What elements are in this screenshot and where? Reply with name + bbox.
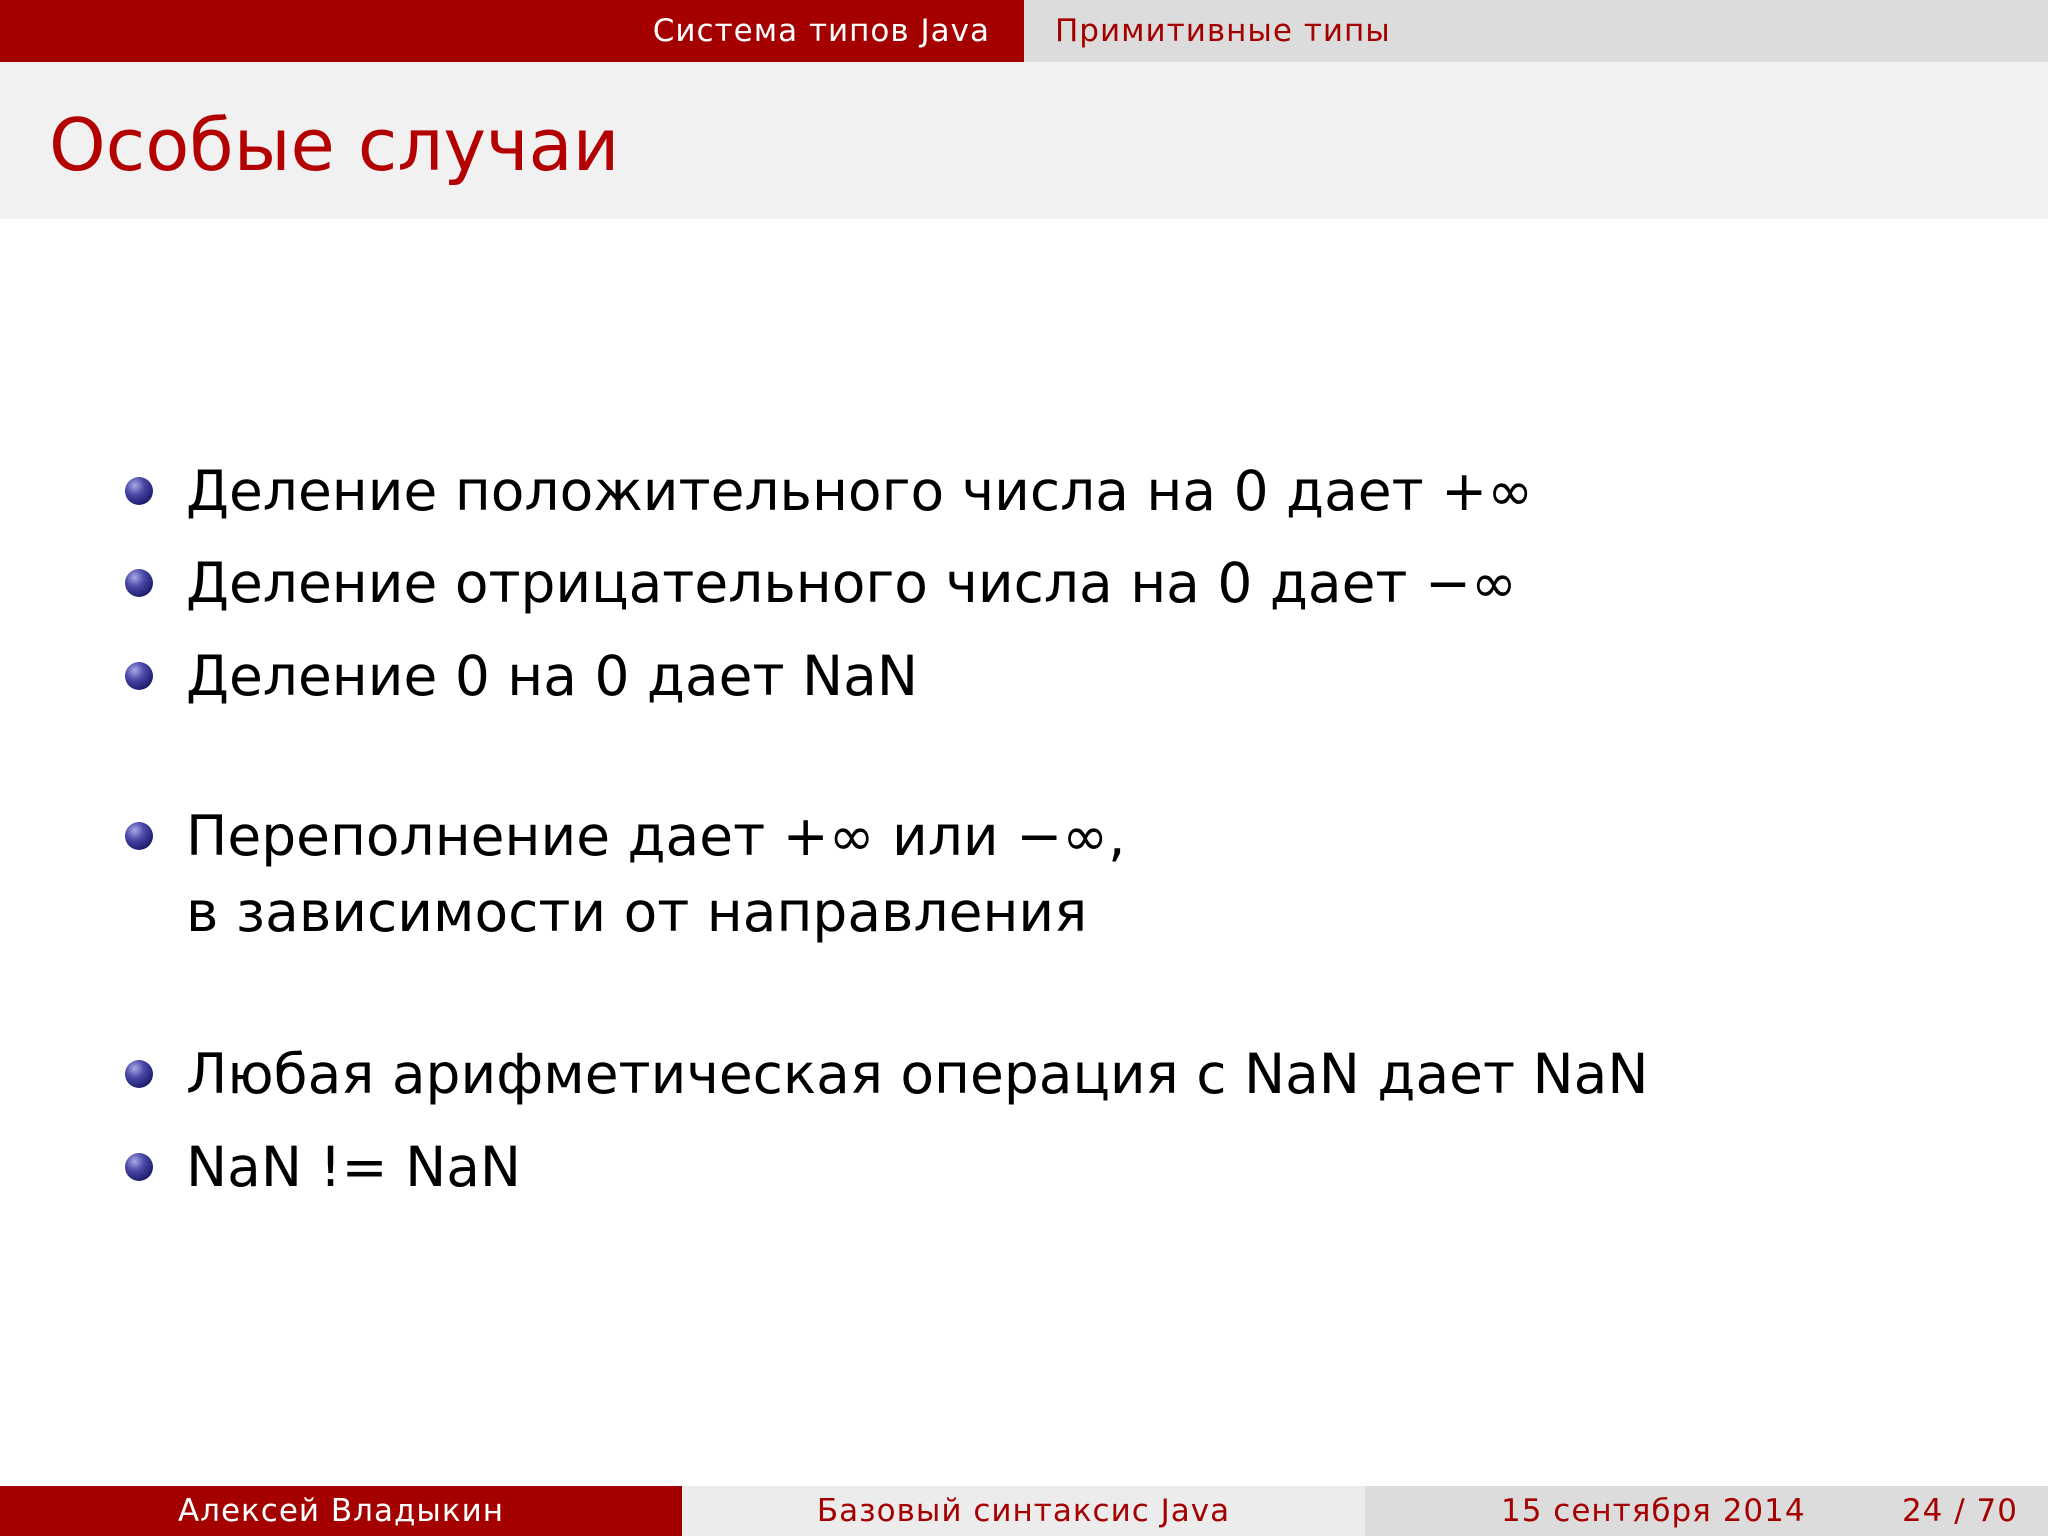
page-number: 24 / 70 — [1901, 1493, 2018, 1529]
footer-author — [0, 1486, 682, 1536]
bullet-icon — [125, 569, 153, 597]
bullet-icon — [125, 822, 153, 850]
footer-presentation-title — [682, 1486, 1365, 1536]
bullet-text: Переполнение дает +∞ или −∞, — [186, 804, 1126, 868]
slide-title: Особые случаи — [49, 103, 620, 187]
bullet-text: Деление отрицательного числа на 0 дает −∞ — [186, 551, 1517, 615]
footer-date-page — [1365, 1486, 2048, 1536]
nav-subsection-label: Примитивные типы — [1055, 13, 1391, 49]
bullet-text: Деление положительного числа на 0 дает +∞ — [186, 459, 1534, 523]
bullet-text: NaN != NaN — [186, 1135, 522, 1199]
footer-author-label: Алексей Владыкин — [177, 1493, 505, 1529]
bullet-icon — [125, 477, 153, 505]
footer-date: 15 сентября 2014 — [1501, 1493, 1806, 1529]
bullet-icon — [125, 1060, 153, 1088]
bullet-text: Деление 0 на 0 дает NaN — [186, 644, 918, 708]
bullet-text: Любая арифметическая операция с NaN дает NaN — [186, 1042, 1649, 1106]
footer-title-label: Базовый синтаксис Java — [816, 1493, 1231, 1529]
bullet-icon — [125, 662, 153, 690]
footer-bar — [0, 1486, 2048, 1536]
bullet-text-continuation: в зависимости от направления — [186, 880, 1088, 944]
bullet-icon — [125, 1153, 153, 1181]
nav-section-label: Система типов Java — [652, 13, 990, 49]
